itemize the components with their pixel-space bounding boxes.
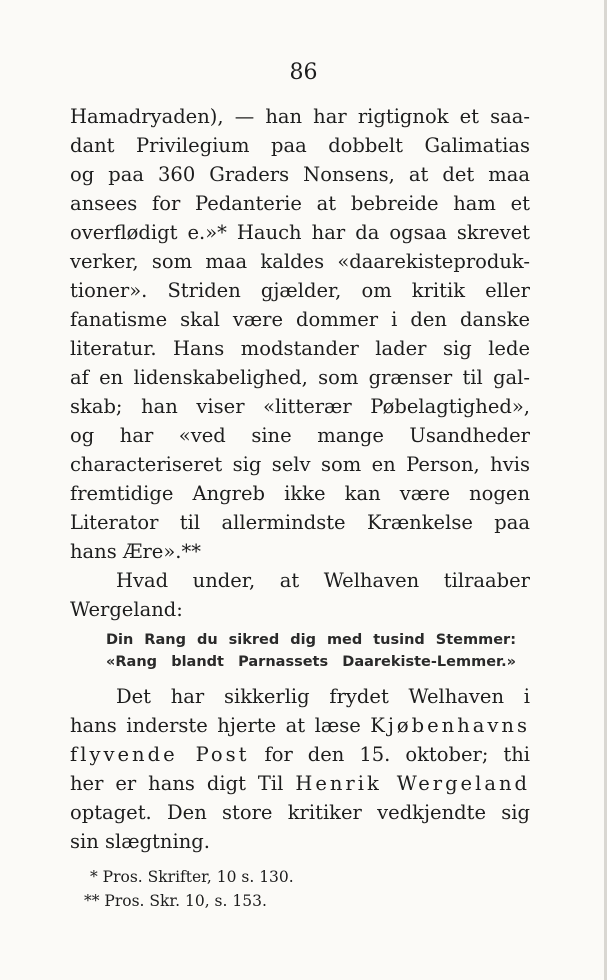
text-line: ansees for Pedanterie at bebreide ham et (70, 192, 530, 215)
paragraph-start-line: Det har sikkerlig frydet Welhaven i (116, 685, 530, 708)
text-line: optaget. Den store kritiker vedkjendte sig (70, 801, 530, 824)
text-line: characteriseret sig selv som en Person, hvis (70, 453, 530, 476)
text-line: af en lidenskabelighed, som grænser til gal- (70, 366, 530, 389)
text-span: hans inderste hjerte at læse (70, 714, 361, 737)
verse-line: «Rang blandt Parnassets Daarekiste-Lemmer.» (106, 654, 516, 670)
text-line: overflødigt e.»* Hauch har da ogsaa skrevet (70, 221, 530, 244)
text-line: verker, som maa kaldes «daarekisteproduk- (70, 250, 530, 273)
spaced-title: Kjøbenhavns (370, 714, 530, 737)
paragraph-start-line: Hvad under, at Welhaven tilraaber (116, 569, 530, 592)
text-line (70, 771, 530, 797)
text-line: sin slægtning. (70, 830, 210, 853)
text-line: literatur. Hans modstander lader sig lede (70, 337, 530, 360)
text-line: fanatisme skal være dommer i den danske (70, 308, 530, 331)
text-line: fremtidige Angreb ikke kan være nogen (70, 482, 530, 505)
text-line: tioner». Striden gjælder, om kritik eller (70, 279, 530, 302)
text-line: dant Privilegium paa dobbelt Galimatias (70, 134, 530, 157)
footnote: ** Pros. Skr. 10, s. 153. (84, 892, 267, 910)
page-number: 86 (289, 60, 318, 85)
footnote: * Pros. Skrifter, 10 s. 130. (90, 868, 294, 886)
text-line: Wergeland: (70, 598, 183, 621)
text-line: skab; han viser «litterær Pøbelagtighed», (70, 395, 530, 418)
text-line: hans Ære».** (70, 540, 201, 563)
text-span: her er hans digt (70, 772, 246, 795)
text-span: Til (257, 772, 284, 795)
text-line: og paa 360 Graders Nonsens, at det maa (70, 163, 530, 186)
text-span: for den 15. oktober; thi (264, 743, 531, 766)
text-line: Hamadryaden), — han har rigtignok et saa- (70, 105, 530, 128)
text-line: og har «ved sine mange Usandheder (70, 424, 530, 447)
spaced-title: Henrik Wergeland (295, 772, 530, 795)
text-line (70, 742, 530, 768)
text-line: Literator til allermindste Krænkelse paa (70, 511, 530, 534)
verse-line: Din Rang du sikred dig med tusind Stemmer: (106, 632, 516, 648)
spaced-title: flyvende Post (70, 743, 250, 766)
text-line (70, 713, 530, 739)
